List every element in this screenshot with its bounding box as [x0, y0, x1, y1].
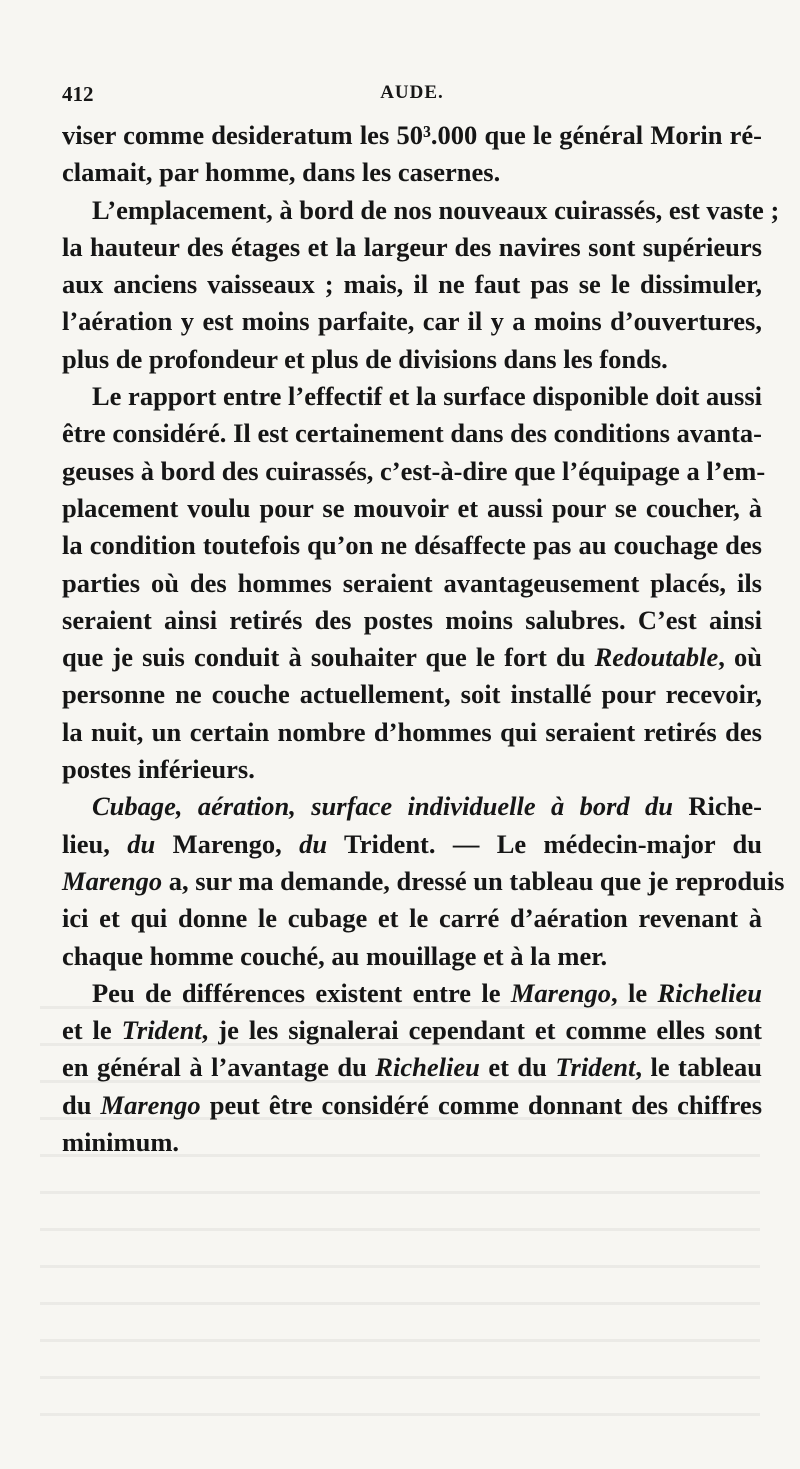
text-line: l’aération y est moins parfaite, car il y a moins d’ouvertures,	[62, 306, 762, 337]
running-head: AUDE.	[380, 82, 444, 103]
ship-name: Marengo	[510, 977, 611, 1008]
page-header	[62, 82, 762, 112]
ship-name: Marengo	[62, 865, 163, 896]
text-run: que je suis conduit à souhaiter que le fort du	[62, 642, 586, 673]
paragraph-2	[62, 192, 780, 378]
ship-name: Richelieu	[375, 1052, 480, 1083]
text-line: seraient ainsi retirés des postes moins salubres. C’est ainsi	[62, 604, 762, 635]
text-run: , où	[718, 642, 762, 673]
page-number: 412	[62, 82, 94, 106]
text-run: et le	[62, 1015, 112, 1046]
paragraph-3	[62, 378, 766, 788]
text-run: lieu,	[62, 828, 110, 859]
text-run: , le	[611, 977, 648, 1008]
text-line: postes inférieurs.	[62, 754, 255, 785]
paragraph-5	[62, 975, 762, 1161]
text-line: plus de profondeur et plus de divisions dans les fonds.	[62, 343, 668, 374]
ship-name: Marengo,	[172, 828, 282, 859]
text-line	[62, 826, 762, 863]
text-run: peut être considéré comme donnant des chiffres	[209, 1089, 763, 1120]
text-line	[62, 788, 762, 825]
text-run: et du	[488, 1052, 547, 1083]
ship-name: Marengo	[100, 1089, 201, 1120]
text-line: ici et qui donne le cubage et le carré d’aération revenant à	[62, 903, 762, 934]
text-line: aux anciens vaisseaux ; mais, il ne faut pas se le dissimuler,	[62, 269, 762, 300]
text-line: minimum.	[62, 1127, 180, 1158]
text-line	[62, 1049, 762, 1086]
text-line: L’emplacement, à bord de nos nouveaux cuirassés, est vaste ;	[92, 194, 780, 225]
ship-name: Trident	[121, 1015, 202, 1046]
text-line: clamait, par homme, dans les casernes.	[62, 157, 501, 188]
text-line	[62, 1012, 762, 1049]
text-line: parties où des hommes seraient avantageusement placés, ils	[62, 567, 762, 598]
text-run: , le tableau	[635, 1052, 762, 1083]
text-run: du	[299, 828, 328, 859]
text-line: placement voulu pour se mouvoir et aussi pour se coucher, à	[62, 492, 762, 523]
text-line	[62, 1087, 762, 1124]
text-line: la nuit, un certain nombre d’hommes qui seraient retirés des	[62, 716, 762, 747]
ship-name: Trident	[555, 1052, 636, 1083]
body-text	[62, 117, 785, 1161]
text-line	[62, 639, 762, 676]
text-line: Le rapport entre l’effectif et la surface disponible doit aussi	[92, 381, 763, 412]
section-heading: Cubage, aération, surface individuelle à bord du	[92, 791, 674, 822]
text-line	[62, 975, 762, 1012]
text-line: viser comme desideratum les 50³.000 que le général Morin ré-	[62, 120, 762, 150]
text-run: a, sur ma demande, dressé un tableau que je reproduis	[168, 865, 785, 896]
text-line: geuses à bord des cuirassés, c’est-à-dire que l’équipage a l’em-	[62, 455, 766, 486]
text-line	[62, 863, 785, 900]
text-run: Trident. — Le médecin-major du	[343, 828, 763, 859]
text-line: personne ne couche actuellement, soit installé pour recevoir,	[62, 679, 762, 710]
paragraph-4	[62, 788, 785, 974]
text-line: chaque homme couché, au mouillage et à la mer.	[62, 940, 608, 971]
text-line: être considéré. Il est certainement dans des conditions avanta-	[62, 418, 762, 449]
paragraph-1	[62, 117, 762, 192]
text-run: en général à l’avantage du	[62, 1052, 367, 1083]
text-run: , je les signalerai cependant et comme elles sont	[201, 1015, 763, 1046]
text-run: Peu de différences existent entre le	[92, 977, 501, 1008]
ship-name: Riche-	[688, 791, 762, 822]
ship-name: Redoutable	[594, 642, 719, 673]
ship-name: Richelieu	[657, 977, 763, 1008]
text-run: du	[62, 1089, 92, 1120]
text-line: la hauteur des étages et la largeur des navires sont supérieurs	[62, 231, 762, 262]
text-line: la condition toutefois qu’on ne désaffecte pas au couchage des	[62, 530, 762, 561]
text-run: du	[127, 828, 156, 859]
